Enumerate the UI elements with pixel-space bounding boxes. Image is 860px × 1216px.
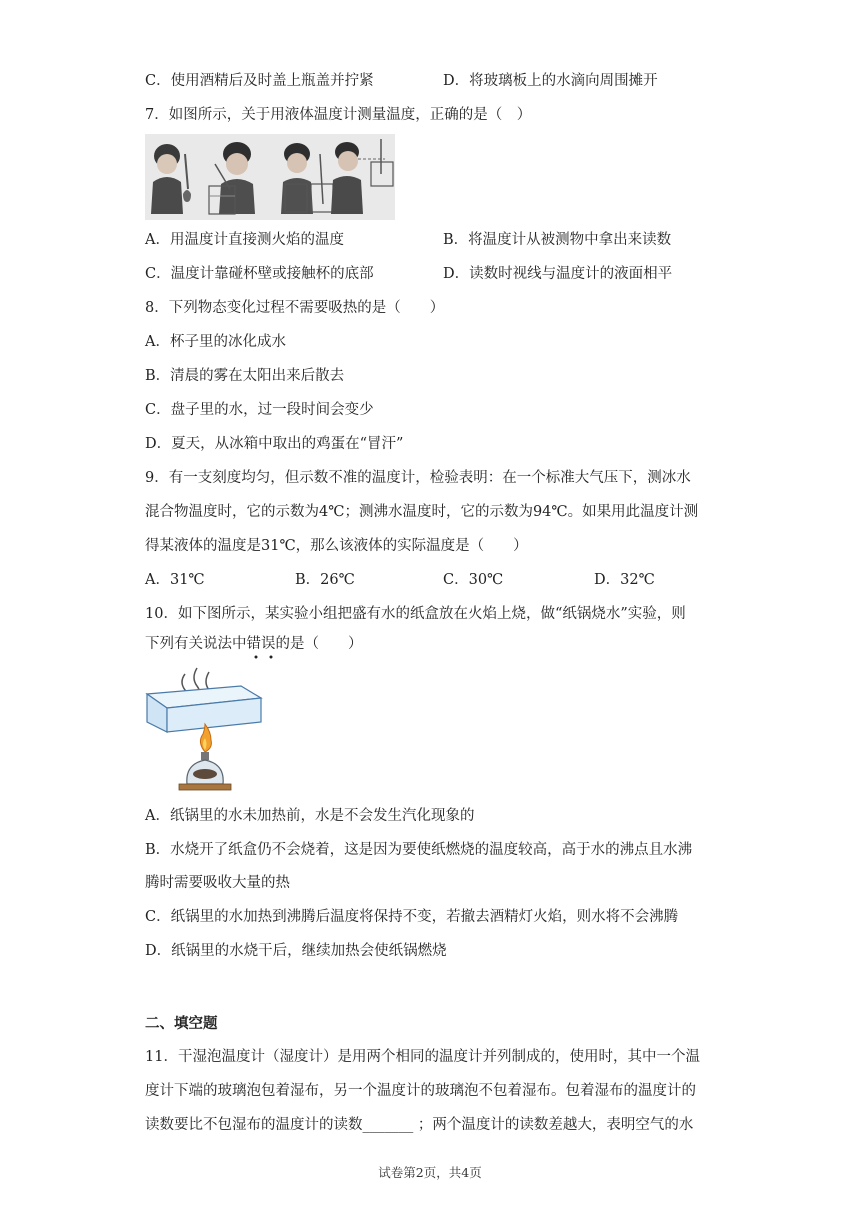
q9-stem-line-3: 得某液体的温度是31℃，那么该液体的实际温度是（ ） [145, 538, 528, 554]
q10-emphasis-dots [252, 653, 282, 661]
q10-option-d: D．纸锅里的水烧干后，继续加热会使纸锅燃烧 [145, 943, 447, 959]
q8-option-d: D．夏天，从冰箱中取出的鸡蛋在“冒汗” [145, 436, 404, 452]
q8-option-c: C．盘子里的水，过一段时间会变少 [145, 402, 374, 418]
page-footer: 试卷第2页，共4页 [378, 1165, 482, 1180]
q9-option-b: B．26℃ [295, 572, 355, 588]
q10-option-b-line-2: 腾时需要吸收大量的热 [145, 875, 290, 891]
q8-stem: 8．下列物态变化过程不需要吸热的是（ ） [145, 300, 445, 316]
q7-option-c: C．温度计靠碰杯壁或接触杯的底部 [145, 266, 374, 282]
q9-stem-line-2: 混合物温度时，它的示数为4℃；测沸水温度时，它的示数为94℃。如果用此温度计测 [145, 504, 699, 520]
q9-stem-line-1: 9．有一支刻度均匀，但示数不准的温度计，检验表明：在一个标准大气压下，测冰水 [145, 470, 691, 486]
q7-option-d: D．读数时视线与温度计的液面相平 [443, 266, 673, 282]
q9-option-a: A．31℃ [145, 572, 205, 588]
section-fill-in-title: 二、填空题 [145, 1016, 218, 1032]
q9-option-c: C．30℃ [443, 572, 504, 588]
q10-stem-line-2: 下列有关说法中错误的是（ ） [145, 636, 363, 652]
q10-paper-pot-figure [145, 664, 265, 794]
q8-option-b: B．清晨的雾在太阳出来后散去 [145, 368, 345, 384]
q7-thermometer-figure [145, 134, 395, 220]
q7-option-b: B．将温度计从被测物中拿出来读数 [443, 232, 672, 248]
q7-option-a: A．用温度计直接测火焰的温度 [145, 232, 344, 248]
q11-stem-line-1: 11．干湿泡温度计（湿度计）是用两个相同的温度计并列制成的，使用时，其中一个温 [145, 1049, 700, 1065]
q7-stem: 7．如图所示，关于用液体温度计测量温度，正确的是（ ） [145, 107, 532, 123]
q8-option-a: A．杯子里的冰化成水 [145, 334, 286, 350]
q10-stem-line-1: 10．如下图所示，某实验小组把盛有水的纸盒放在火焰上烧，做“纸锅烧水”实验，则 [145, 606, 686, 622]
q10-option-c: C．纸锅里的水加热到沸腾后温度将保持不变，若撤去酒精灯火焰，则水将不会沸腾 [145, 909, 679, 925]
q11-stem-line-3: 读数要比不包湿布的温度计的读数_______ ；两个温度计的读数差越大，表明空气的水 [145, 1117, 694, 1133]
q10-option-a: A．纸锅里的水未加热前，水是不会发生汽化现象的 [145, 808, 475, 824]
q9-option-d: D．32℃ [594, 572, 655, 588]
q10-option-b-line-1: B．水烧开了纸盒仍不会烧着，这是因为要使纸燃烧的温度较高，高于水的沸点且水沸 [145, 842, 693, 858]
q6-option-d: D．将玻璃板上的水滴向周围摊开 [443, 73, 658, 89]
q6-option-c: C．使用酒精后及时盖上瓶盖并拧紧 [145, 73, 374, 89]
q11-stem-line-2: 度计下端的玻璃泡包着湿布，另一个温度计的玻璃泡不包着湿布。包着湿布的温度计的 [145, 1083, 696, 1099]
